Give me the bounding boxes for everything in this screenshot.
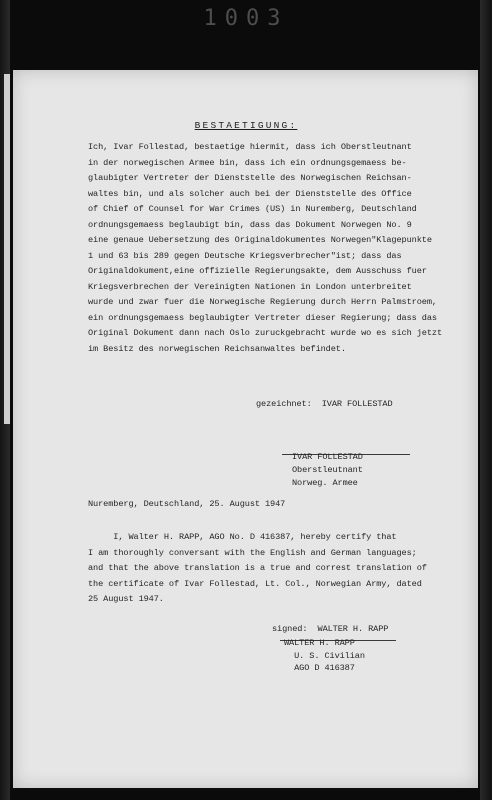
- text-line: waltes bin, und als solcher auch bei der Dienststelle des Office: [88, 188, 412, 199]
- place-date-line: Nuremberg, Deutschland, 25. August 1947: [88, 499, 286, 509]
- text-line: Originaldokument,eine offizielle Regierungsakte, dem Ausschuss fuer: [88, 266, 427, 276]
- signature-unit: Norweg. Armee: [292, 478, 358, 488]
- translator-certificate-paragraph: [88, 530, 427, 608]
- signature-block-de: [292, 451, 363, 490]
- text-line: ordnungsgemaess beglaubigt bin, dass das Dokument Norwegen No. 9: [88, 219, 412, 230]
- text-line: 1 und 63 bis 289 gegen Deutsche Kriegsverbrecher"ist; dass das: [88, 250, 402, 261]
- text-line: glaubigter Vertreter der Dienststelle des Norwegischen Reichsan-: [88, 173, 412, 183]
- text-line: I am thoroughly conversant with the English and German languages;: [88, 547, 417, 558]
- text-line: 25 August 1947.: [88, 594, 164, 604]
- text-line: im Besitz des norwegischen Reichsanwaltes befindet.: [88, 343, 346, 354]
- text-line: Original Dokument dann nach Oslo zuruckgebracht wurde wo es sich jetzt: [88, 328, 442, 338]
- signature-rank: Oberstleutnant: [292, 465, 363, 475]
- text-line: Kriegsverbrechen der Vereinigten Nationen in London unterbreitet: [88, 281, 412, 292]
- signature-name: IVAR FOLLESTAD: [292, 452, 363, 462]
- gezeichnet-line: gezeichnet: IVAR FOLLESTAD: [256, 399, 393, 409]
- text-line: Ich, Ivar Follestad, bestaetige hiermit, dass ich Oberstleutnant: [88, 142, 412, 152]
- document-title: BESTAETIGUNG:: [194, 120, 298, 131]
- signed-line: signed: WALTER H. RAPP: [272, 624, 389, 634]
- text-line: of Chief of Counsel for War Crimes (US) in Nuremberg, Deutschland: [88, 204, 417, 214]
- text-line: wurde und zwar fuer die Norwegische Regierung durch Herrn Palmstroem,: [88, 297, 437, 307]
- signature-ago-number: AGO D 416387: [284, 663, 355, 673]
- text-line: I, Walter H. RAPP, AGO No. D 416387, hereby certify that: [88, 532, 397, 542]
- text-line: and that the above translation is a true and correst translation of: [88, 563, 427, 573]
- text-line: in der norwegischen Armee bin, dass ich ein ordnungsgemaess be-: [88, 157, 407, 168]
- signature-block-en: [284, 637, 365, 675]
- signature-status: U. S. Civilian: [284, 650, 365, 661]
- signature-name: WALTER H. RAPP: [284, 638, 355, 648]
- text-line: eine genaue Uebersetzung des Originaldokumentes Norwegen"Klagepunkte: [88, 235, 432, 245]
- frame-number: 1003: [203, 6, 289, 31]
- german-certificate-paragraph: [88, 140, 442, 357]
- text-line: the certificate of Ivar Follestad, Lt. Col., Norwegian Army, dated: [88, 578, 422, 589]
- text-line: ein ordnungsgemaess beglaubigter Vertreter dieser Regierung; dass das: [88, 312, 437, 323]
